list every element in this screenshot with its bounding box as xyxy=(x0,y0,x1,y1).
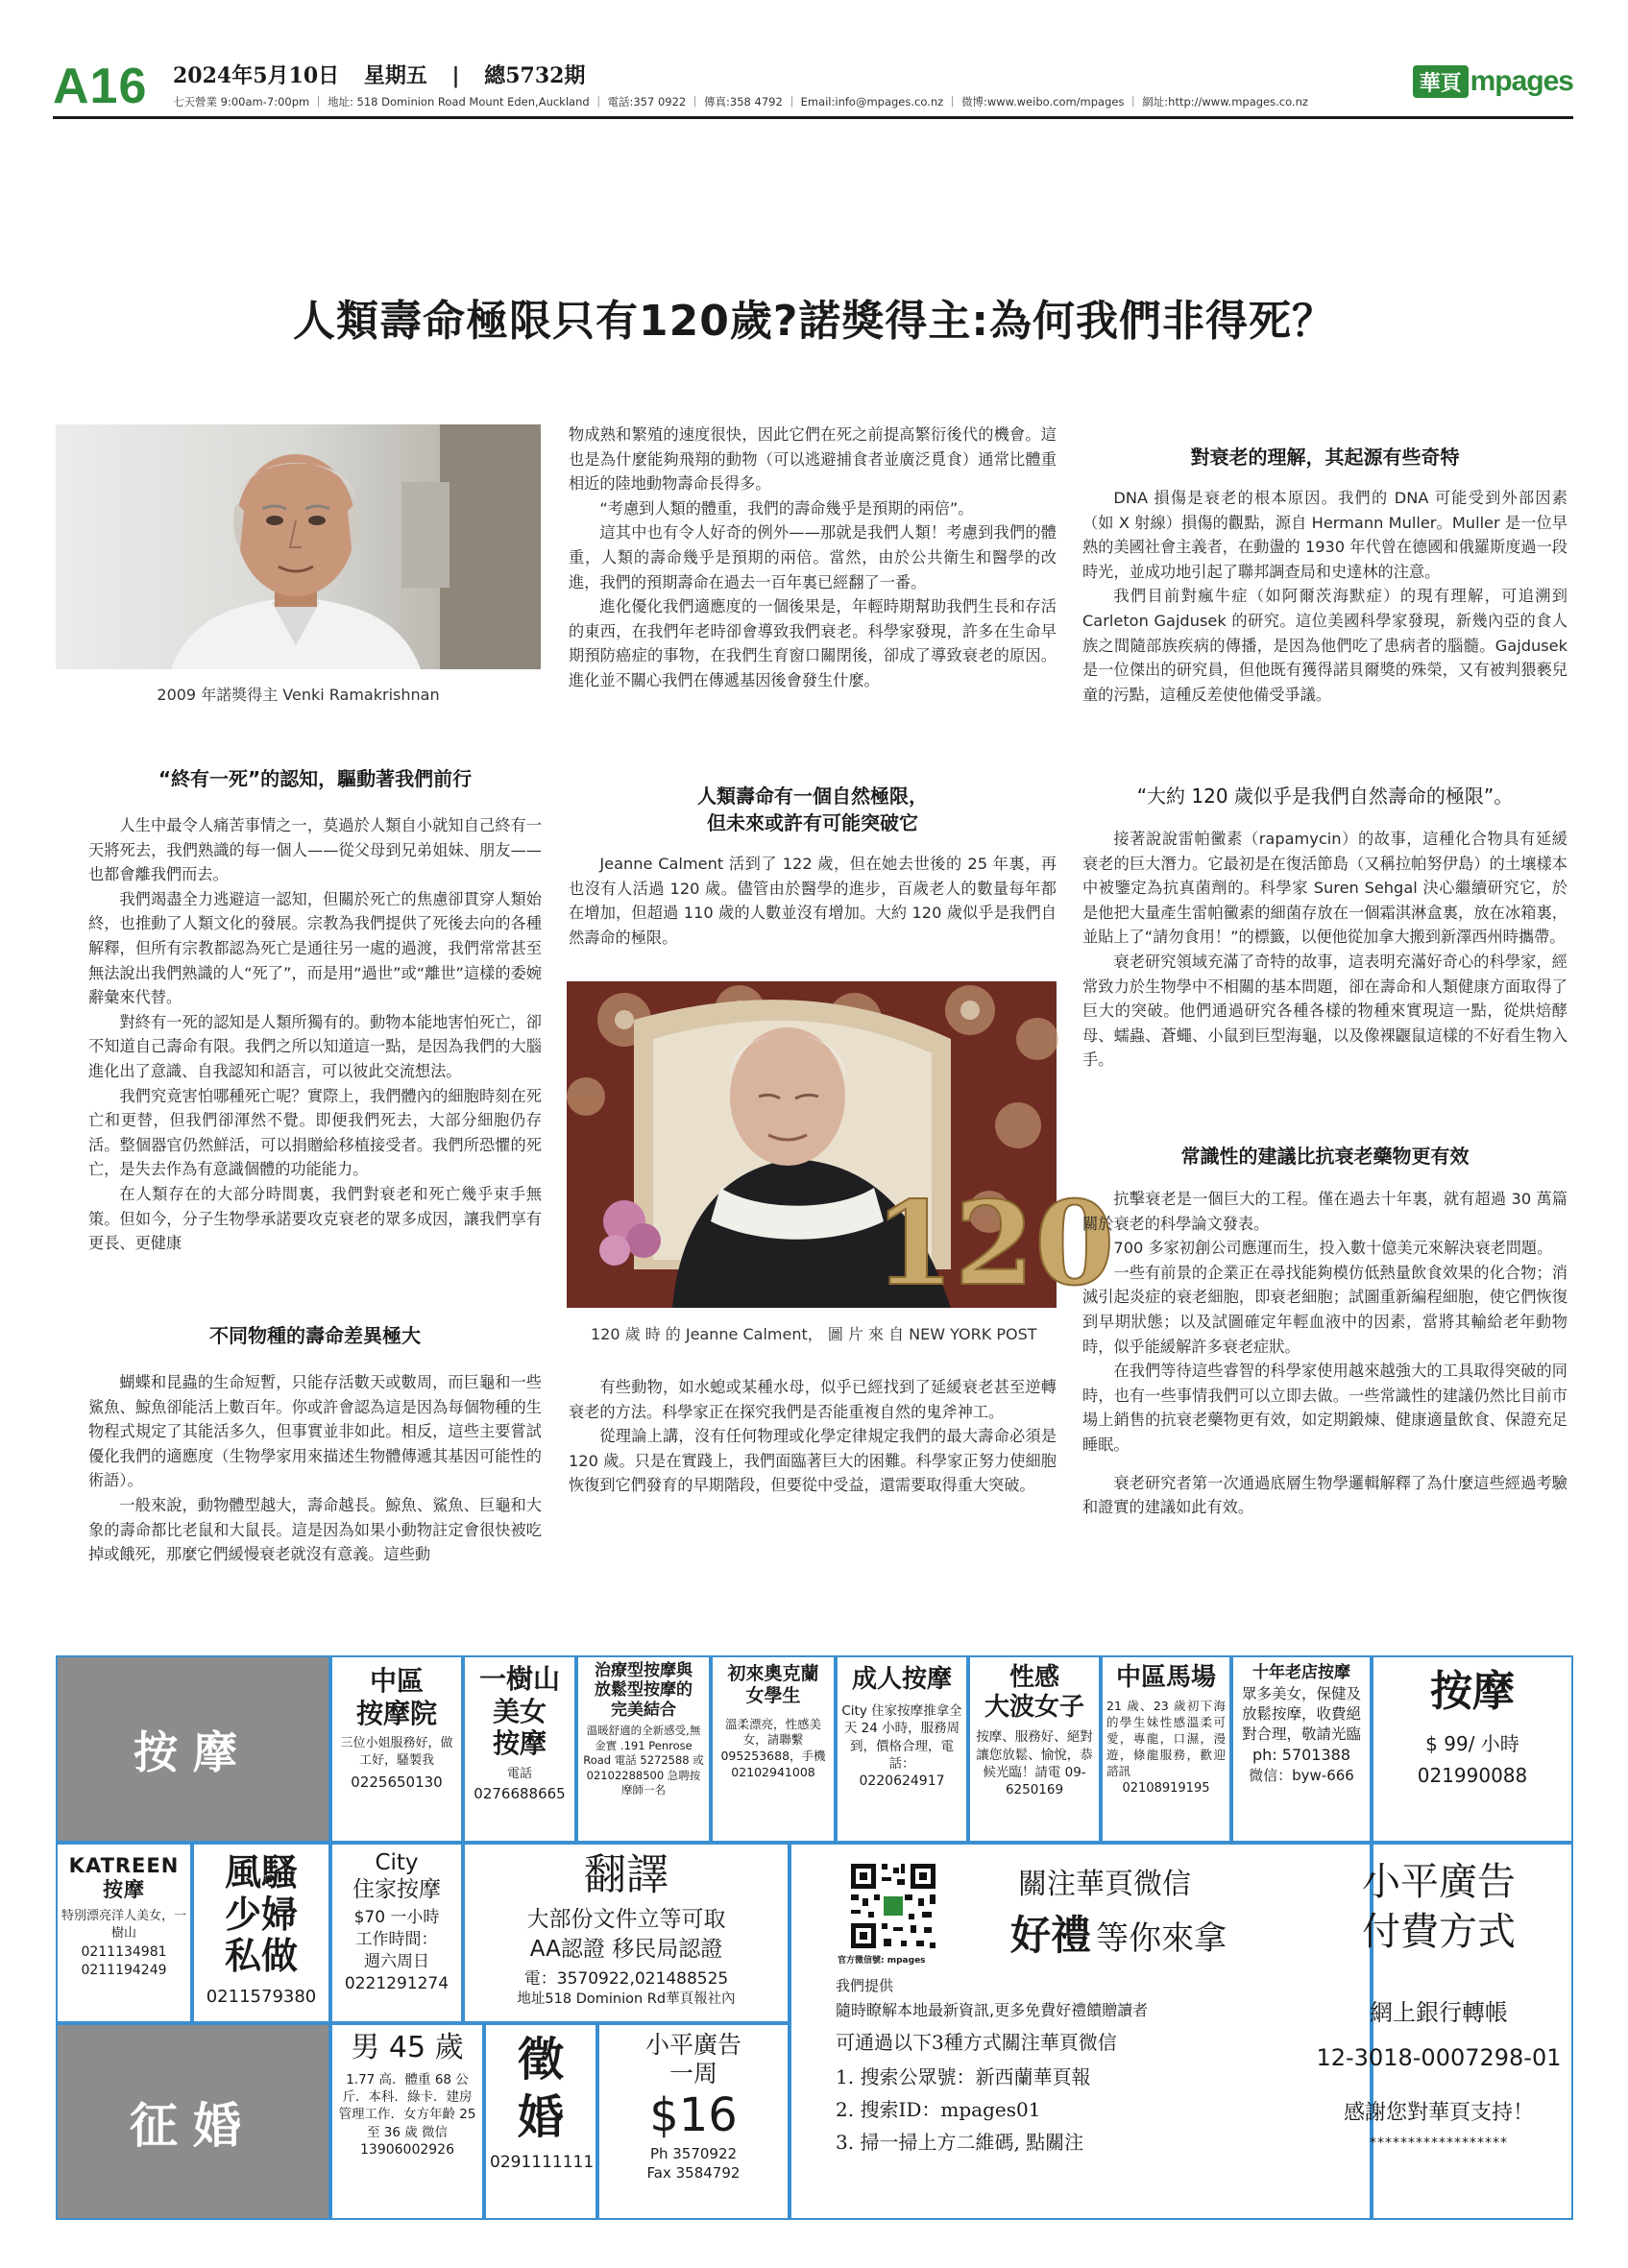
ad-title: 十年老店按摩 xyxy=(1252,1663,1350,1682)
ad-title: 男 45 歲 xyxy=(351,2031,464,2064)
mpages-logo xyxy=(1413,65,1573,98)
ad-title: 成人按摩 xyxy=(851,1665,952,1694)
ad-title: 小平廣告 一周 xyxy=(644,2031,741,2087)
gift-rest: 等你來拿 xyxy=(1096,1919,1227,1958)
payment-thanks: 感謝您對華頁支持！ xyxy=(1343,2101,1534,2125)
paragraph: 物成熟和繁殖的速度很快，因此它們在死之前提高繁衍後代的機會。這也是為什麼能夠飛翔的動物（可以逃避捕食者並廣泛覓食）通常比體重相近的陸地動物壽命長得多。 xyxy=(569,425,1057,494)
logo-chinese: 華頁 xyxy=(1413,65,1469,98)
ad-therapy-massage xyxy=(576,1655,711,1843)
section6-subhead: 對衰老的理解，其起源有些奇特 xyxy=(1190,446,1460,469)
ad-man-45 xyxy=(330,2023,484,2220)
ad-seeking-marriage xyxy=(484,2023,597,2220)
paragraph: 從理論上講，沒有任何物理或化學定律規定我們的最大壽命必須是 120 歲。只是在實踐上，我們面臨著巨大的困難。科學家正努力使細胞恢復到它們發育的早期階段，但要從中受益，還需要取得重大突破。 xyxy=(569,1427,1057,1495)
ad-tel: 電：3570922,021488525 xyxy=(523,1968,729,1989)
ad-massage-99 xyxy=(1372,1655,1573,1843)
methods-title: 可通過以下3種方式關注華頁微信 xyxy=(836,2031,1117,2054)
ad-title: 風騷 少婦 私做 xyxy=(224,1851,298,1978)
method-3: 3. 掃一掃上方二維碼, 點關注 xyxy=(836,2131,1084,2154)
article-column-3c xyxy=(1082,1143,1567,1520)
paragraph: 在人類存在的大部分時間裏，我們對衰老和死亡幾乎束手無策。但如今，分子生物學承諾要攻克衰老的眾多成因，讓我們享有更長、更健康 xyxy=(88,1184,542,1253)
bank-account: 12-3018-0007298-01 xyxy=(1316,2044,1562,2071)
we-provide: 我們提供 xyxy=(836,1977,894,1994)
wechat-title: 關注華頁微信 xyxy=(1018,1868,1191,1901)
ad-line-2: AA認證 移民局認證 xyxy=(529,1936,723,1962)
ad-phone: 13906002926 xyxy=(360,2141,454,2158)
ad-title: 治療型按摩與 放鬆型按摩的 完美結合 xyxy=(595,1661,693,1720)
paragraph: 一般來說，動物體型越大，壽命越長。鯨魚、鯊魚、巨龜和大象的壽命都比老鼠和大鼠長。這是因為如果小動物註定會很快被吃掉或餓死，那麼它們緩慢衰老就沒有意義。這些動 xyxy=(88,1495,542,1564)
ad-phone: 0276688665 xyxy=(474,1785,566,1803)
section4-subhead-line2: 但未來或許有可能突破它 xyxy=(707,811,918,834)
article-column-1b xyxy=(88,1322,542,1567)
photo-venki-ramakrishnan xyxy=(56,424,541,669)
ad-desc: $70 一小時 工作時間： 週六周日 xyxy=(353,1908,440,1972)
ad-desc: 溫暖舒適的全新感受,無金實 .191 Penrose Road 電話 5272588 或 02102288500 急聘按摩師一名 xyxy=(583,1724,704,1798)
article-headline: 人類壽命極限只有120歲?諾獎得主:為何我們非得死？ xyxy=(293,297,1335,346)
ad-phone: ph: 5701388 xyxy=(1251,1746,1351,1765)
ad-desc: 按摩、服務好、絕對讓您放鬆、愉悅，恭候光臨！請電 09-6250169 xyxy=(976,1729,1093,1798)
ad-wechat: 微信：byw-666 xyxy=(1249,1766,1354,1784)
paragraph: 人生中最令人痛苦事情之一，莫過於人類自小就知自己終有一天將死去，我們熟識的每一個人——從父母到兄弟姐妹、朋友——也都會離我們而去。 xyxy=(88,816,542,884)
ad-phone: 0221291274 xyxy=(344,1974,450,1993)
ad-desc: 三位小姐服務好，做工好，騷製我 xyxy=(340,1736,453,1768)
logo-text: mpages xyxy=(1470,65,1573,97)
paragraph: 抗擊衰老是一個巨大的工程。僅在過去十年裏，就有超過 30 萬篇關於衰老的科學論文發表。 xyxy=(1082,1190,1567,1233)
ad-price: $16 xyxy=(649,2088,738,2142)
payment-title-1: 小平廣告 xyxy=(1362,1860,1516,1904)
paragraph: DNA 損傷是衰老的根本原因。我們的 DNA 可能受到外部因素（如 X 射線）損傷的觀點，源自 Hermann Muller。Muller 是一位早熟的美國社會主義者，在動盪的 1930 年代曾在德國和俄羅斯度過一段時光，並成功地引起了聯邦調查局和史達林的注意。 xyxy=(1082,489,1567,581)
section4-subhead xyxy=(569,783,1057,836)
contact-info-line: 七天營業 9:00am-7:00pm ｜ 地址: 518 Dominion Road Mount Eden,Auckland ｜ 電話:357 0922 ｜ 傳真:358 4792 ｜ Email:info@mpages.co.nz ｜ 微博:www.weibo.com/mpages ｜ 網址:http://www.mpages.co.nz xyxy=(173,95,1308,109)
ad-fax: Fax 3584792 xyxy=(646,2163,741,2182)
ad-ten-year-shop xyxy=(1231,1655,1372,1843)
ad-phone: 0220624917 xyxy=(859,1773,945,1790)
ad-desc: 電話 xyxy=(506,1766,532,1781)
ad-title: 按摩 xyxy=(1430,1667,1515,1716)
paragraph: 衰老研究領域充滿了奇特的故事，這表明充滿好奇心的科學家，經常致力於生物學中不相關的基本問題，卻在壽命和人類健康方面取得了巨大的突破。他們通過研究各種各樣的物種來實現這一點，從烘焙酵母、蠕蟲、蒼蠅、小鼠到巨型海龜，以及像裸鼴鼠這樣的不好看生物入手。 xyxy=(1082,952,1567,1070)
ad-address: 地址518 Dominion Rd華頁報社內 xyxy=(517,1991,736,2007)
category-marriage: 征婚 xyxy=(56,2023,330,2220)
classified-ads xyxy=(56,1655,1573,2220)
issue-number: 總5732期 xyxy=(484,63,586,88)
ad-price: $ 99/ 小時 xyxy=(1425,1731,1519,1755)
article-column-3 xyxy=(1082,444,1567,707)
paragraph: 這其中也有令人好奇的例外——那就是我們人類！考慮到我們的體重，人類的壽命幾乎是預期的兩倍。當然，由於公共衛生和醫學的改進，我們的預期壽命在過去一百年裏已經翻了一番。 xyxy=(569,523,1057,591)
ad-phone: 02108919195 xyxy=(1122,1780,1210,1796)
ad-small-ad-price xyxy=(597,2023,790,2220)
paragraph: 我們究竟害怕哪種死亡呢？實際上，我們體內的細胞時刻在死亡和更替，但我們卻渾然不覺。即便我們死去，大部分細胞仍存活。整個器官仍然鮮活，可以捐贈給移植接受者。我們所恐懼的死亡，是失去作為有意識個體的功能能力。 xyxy=(88,1086,542,1179)
ad-desc: 1.77 高．體重 68 公斤．本科．綠卡．建房管理工作．女方年齡 25 至 36 歲 微信 xyxy=(338,2072,476,2140)
ad-central-massage xyxy=(330,1655,463,1843)
ad-line-1: 大部份文件立等可取 xyxy=(526,1906,726,1932)
calment-image xyxy=(567,981,1115,1312)
paragraph: “考慮到人類的體重，我們的壽命幾乎是預期的兩倍”。 xyxy=(599,498,974,518)
ad-phone: Ph 3570922 xyxy=(649,2144,738,2162)
ad-central-racecourse xyxy=(1101,1655,1231,1843)
ad-city-home-massage xyxy=(330,1843,463,2023)
ad-sexy-lady xyxy=(968,1655,1101,1843)
wechat-gift-line xyxy=(1010,1904,1227,1962)
ad-mt-albert-massage xyxy=(463,1655,576,1843)
page-number: A16 xyxy=(53,59,148,114)
ad-title: 一樹山 美女 按摩 xyxy=(478,1663,560,1760)
paragraph: 700 多家初創公司應運而生，投入數十億美元來解決衰老問題。 xyxy=(1113,1239,1553,1258)
gift-big: 好禮 xyxy=(1010,1912,1092,1959)
article-column-2 xyxy=(569,422,1057,693)
section4-subhead-line1: 人類壽命有一個自然極限， xyxy=(697,784,928,808)
ad-title: 翻譯 xyxy=(584,1850,668,1899)
ad-title: KATREEN 按摩 xyxy=(68,1854,180,1902)
ad-title: 性感 大波女子 xyxy=(984,1663,1084,1723)
portrait-image xyxy=(56,424,541,669)
ad-desc: 特別漂亮洋人美女，一樹山 xyxy=(61,1909,186,1941)
ad-title: 徵 婚 xyxy=(517,2033,564,2144)
paragraph: 有些動物，如水螅或某種水母，似乎已經找到了延緩衰老甚至逆轉衰老的方法。科學家正在探究我們是否能重複自然的鬼斧神工。 xyxy=(569,1378,1057,1421)
article-column-1 xyxy=(88,765,542,1256)
provide-desc: 隨時瞭解本地最新資訊,更多免費好禮饋贈讀者 xyxy=(836,2001,1149,2019)
ad-young-woman xyxy=(192,1843,330,2023)
section8-subhead: 常識性的建議比抗衰老藥物更有效 xyxy=(1180,1145,1470,1168)
page-header xyxy=(53,56,1573,119)
paragraph: 我們目前對瘋牛症（如阿爾茨海默症）的現有理解，可追溯到 Carleton Gajdusek 的研究。這位美國科學家發現，新幾內亞的食人族之間隨部族疾病的傳播，是因為他們吃了患病者的腦髓。Gajdusek 是一位傑出的研究員，但他既有獲得諾貝爾獎的殊榮，又有被判猥褻兒童的污點，這種反差使他備受爭議。 xyxy=(1082,587,1567,704)
ad-katreen xyxy=(56,1843,192,2023)
photo1-caption: 2009 年諾獎得主 Venki Ramakrishnan xyxy=(157,686,440,704)
photo-jeanne-calment xyxy=(567,981,1115,1312)
paragraph: 接著說說雷帕黴素（rapamycin）的故事，這種化合物具有延緩衰老的巨大潛力。它最初是在復活節島（又稱拉帕努伊島）的土壤樣本中被鑒定為抗真菌劑的。科學家 Suren Sehgal 決心繼續研究它，於是他把大量產生雷帕黴素的細菌存放在一個霜淇淋盒裏，放在冰箱裏，並貼上了“請勿食用！”的標籤，以便他從加拿大搬到新澤西州時攜帶。 xyxy=(1082,830,1567,947)
photo2-caption: 120 歲 時 的 Jeanne Calment， 圖 片 來 自 NEW YORK POST xyxy=(591,1325,1037,1343)
method-2: 2. 搜索ID：mpages01 xyxy=(836,2098,1041,2121)
ad-title: 中區 按摩院 xyxy=(355,1665,437,1729)
article-column-3b xyxy=(1082,783,1567,1073)
ad-desc: 溫柔漂亮，性感美女，請聯繫 095253688，手機 02102941008 xyxy=(720,1716,826,1780)
wechat-promo xyxy=(790,1843,1372,2220)
ad-title: 初來奧克蘭 女學生 xyxy=(727,1663,819,1706)
paragraph: 在我們等待這些睿智的科學家使用越來越強大的工具取得突破的同時，也有一些事情我們可以立即去做。一些常識性的建議仍然比目前市場上銷售的抗衰老藥物更有效，如定期鍛煉、健康適量飲食、保證充足睡眠。 xyxy=(1082,1362,1567,1454)
ad-phone: 0291111111 xyxy=(490,2153,595,2172)
ad-phone: 0225650130 xyxy=(351,1773,443,1792)
paragraph: 一些有前景的企業正在尋找能夠模仿低熱量飲食效果的化合物；消滅引起炎症的衰老細胞，即衰老細胞；試圖重新編程細胞，使它們恢復到早期狀態；以及試圖確定年輕血液中的因素，當將其輸給老年動物時，似乎能緩解許多衰老症狀。 xyxy=(1082,1263,1567,1356)
section7-subhead: “大約 120 歲似乎是我們自然壽命的極限”。 xyxy=(1136,784,1514,808)
paragraph: 蝴蝶和昆蟲的生命短暫，只能存活數天或數周，而巨龜和一些鯊魚、鯨魚卻能活上數百年。你或許會認為這是因為每個物種的生物程式規定了其能活多久，但事實並非如此。相反，這些主要嘗試優化我們的適應度（生物學家用來描述生物體傳遞其基因可能性的術語）。 xyxy=(88,1373,542,1490)
issue-weekday: 星期五 xyxy=(363,63,427,88)
article-column-2c xyxy=(569,1375,1057,1498)
wechat-qr-code[interactable] xyxy=(847,1860,939,1952)
ad-adult-massage xyxy=(836,1655,968,1843)
ad-student-girl xyxy=(711,1655,836,1843)
section1-subhead: “終有一死”的認知，驅動著我們前行 xyxy=(158,767,473,790)
paragraph: 我們竭盡全力逃避這一認知，但關於死亡的焦慮卻貫穿人類始終，也推動了人類文化的發展。宗教為我們提供了死後去向的各種解釋，但所有宗教都認為死亡是通往另一處的過渡，我們常常甚至無法說出我們熟識的人“死了”，而是用“過世”或“離世”這樣的委婉辭彙來代替。 xyxy=(88,889,542,1007)
method-1: 1. 搜索公眾號：新西蘭華頁報 xyxy=(836,2065,1091,2088)
ad-desc: City 住家按摩推拿全天 24 小時，服務周到，價格合理，電話： xyxy=(841,1703,962,1772)
cake-120: 120 xyxy=(874,1176,1115,1312)
paragraph: 進化優化我們適應度的一個後果是，年輕時期幫助我們生長和存活的東西，在我們年老時卻會導致我們衰老。科學家發現，許多在生命早期預防癌症的事物，在我們生育窗口關閉後，卻成了導致衰老的原因。進化並不關心我們在傳遞基因後會發生什麼。 xyxy=(569,597,1057,689)
ad-phone-1: 0211134981 xyxy=(81,1944,167,1961)
header-divider: | xyxy=(451,63,460,88)
paragraph: Jeanne Calment 活到了 122 歲，但在她去世後的 25 年裏，再也沒有人活過 120 歲。儘管由於醫學的進步，百歲老人的數量每年都在增加，但超過 110 歲的人數並沒有增加。大約 120 歲似乎是我們自然壽命的極限。 xyxy=(569,855,1057,947)
payment-stars: ****************** xyxy=(1370,2135,1508,2151)
paragraph: 衰老研究者第一次通過底層生物學邏輯解釋了為什麼這些經過考驗和證實的建議如此有效。 xyxy=(1082,1473,1567,1517)
ad-title: City 住家按摩 xyxy=(352,1850,441,1902)
issue-date: 2024年5月10日 xyxy=(173,63,340,88)
qr-label: 官方微信號: mpages xyxy=(838,1956,926,1966)
article-column-2b xyxy=(569,783,1057,950)
section2-subhead: 不同物種的壽命差異極大 xyxy=(209,1324,421,1347)
ad-phone: 021990088 xyxy=(1417,1763,1528,1787)
payment-title-2: 付費方式 xyxy=(1362,1910,1516,1954)
payment-method: 網上銀行轉帳 xyxy=(1370,1999,1508,2026)
category-massage: 按摩 xyxy=(56,1655,330,1843)
ad-phone: 0211579380 xyxy=(206,1987,317,2008)
ad-desc: 21 歲、23 歲初下海的學生妹性感溫柔可愛，專龍，口濕，漫遊，條龍服務，歡迎諮訊 xyxy=(1106,1699,1226,1778)
ad-phone-2: 0211194249 xyxy=(81,1963,167,1979)
paragraph: 對終有一死的認知是人類所獨有的。動物本能地害怕死亡，卻不知道自己壽命有限。我們之所以知道這一點，是因為我們的大腦進化出了意識、自我認知和語言，可以彼此交流想法。 xyxy=(88,1012,542,1080)
ad-title: 中區馬場 xyxy=(1115,1663,1216,1692)
ad-desc: 眾多美女，保健及放鬆按摩，收費絕對合理，敬請光臨 xyxy=(1241,1685,1361,1744)
payment-info-content xyxy=(1304,1857,1573,2151)
header-date-line xyxy=(173,60,602,89)
ad-translation xyxy=(463,1843,790,2023)
